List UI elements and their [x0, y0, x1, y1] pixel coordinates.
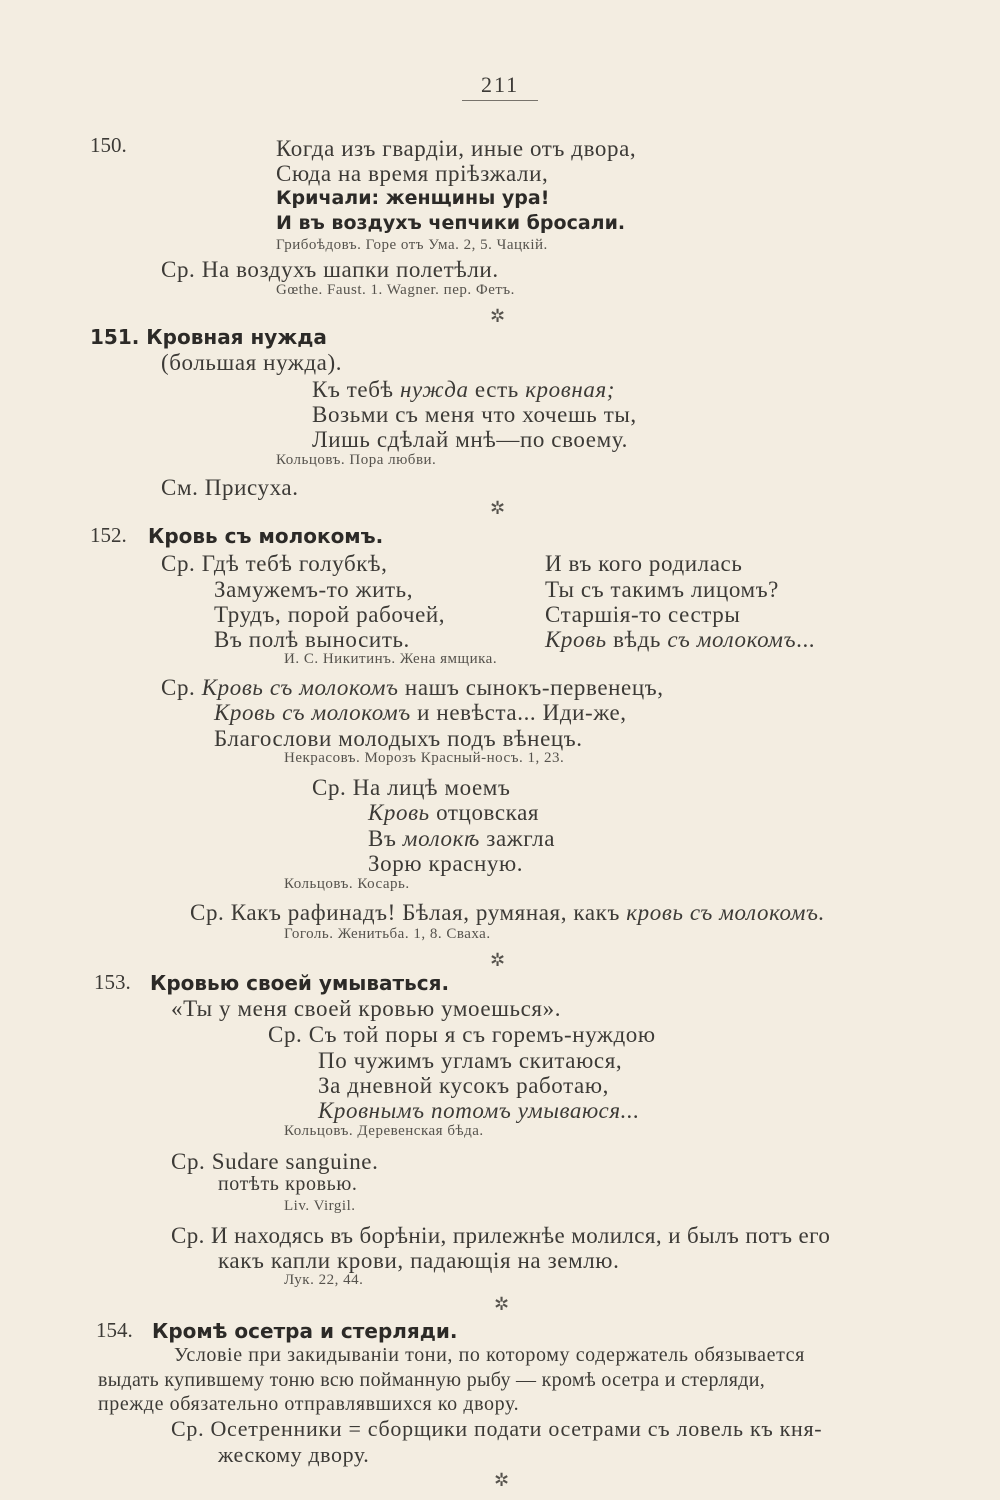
separator-asterism: ✲ [494, 1294, 510, 1315]
verse-line: Возьми съ меня что хочешь ты, [312, 402, 637, 427]
entry-heading: Кромѣ осетра и стерляди. [152, 1319, 458, 1343]
translation: потѣть кровью. [218, 1173, 358, 1195]
verse-line: Въ молокѣ зажгла [368, 826, 556, 851]
cross-reference: Ср. Какъ рафинадъ! Бѣлая, румяная, какъ кровь съ молокомъ. [190, 900, 825, 925]
verse-line: Сюда на время пріѣзжали, [276, 161, 549, 186]
cross-reference: Ср. Осетренники = сборщики подати осетрами съ ловель къ кня- [171, 1416, 823, 1441]
paragraph-line: прежде обязательно отправлявшихся ко двору. [98, 1393, 520, 1415]
entry-heading: Кровь съ молокомъ. [148, 524, 384, 548]
entry-number: 153. [94, 970, 131, 994]
source-citation: Гоголь. Женитьба. 1, 8. Сваха. [284, 926, 491, 942]
verse-right: Кровь вѣдь съ молокомъ... [545, 627, 816, 652]
separator-asterism: ✲ [494, 1470, 510, 1491]
verse-line: Благослови молодыхъ подъ вѣнецъ. [214, 726, 583, 751]
verse-line: Зорю красную. [368, 851, 524, 876]
verse-line: Кровь отцовская [368, 800, 540, 825]
verse-line: Кровь съ молокомъ и невѣста... Иди-же, [214, 700, 627, 725]
verse-line: Кровнымъ потомъ умываюся... [318, 1098, 640, 1123]
verse-right: Ты съ такимъ лицомъ? [545, 577, 779, 602]
source-citation: Gœthe. Faust. 1. Wagner. пер. Фетъ. [276, 282, 515, 298]
verse-line-bold: И въ воздухъ чепчики бросали. [276, 212, 626, 234]
verse-left: Ср. Гдѣ тебѣ голубкѣ, [161, 551, 388, 576]
cross-reference-cont: какъ капли крови, падающія на землю. [218, 1248, 620, 1273]
verse-line: По чужимъ угламъ скитаюся, [318, 1048, 623, 1073]
verse-line-bold: Кричали: женщины ура! [276, 187, 550, 209]
entry-heading: 151. Кровная нужда [90, 325, 327, 349]
source-citation: И. С. Никитинъ. Жена ямщика. [284, 651, 498, 667]
separator-asterism: ✲ [490, 498, 506, 519]
cross-reference: Ср. И находясь въ борѣніи, прилежнѣе молился, и былъ потъ его [171, 1223, 831, 1248]
cross-reference: Ср. На лицѣ моемъ [312, 775, 511, 800]
source-citation: Кольцовъ. Косарь. [284, 876, 410, 892]
entry-number: 152. [90, 523, 127, 547]
entry-number: 150. [90, 133, 127, 157]
cross-reference: Ср. Sudare sanguine. [171, 1149, 379, 1174]
source-citation: Кольцовъ. Пора любви. [276, 452, 437, 468]
page-number: 211 [481, 72, 520, 97]
verse-right: И въ кого родилась [545, 551, 743, 576]
definition: «Ты у меня своей кровью умоешься». [171, 996, 562, 1021]
verse-line: Когда изъ гвардіи, иные отъ двора, [276, 136, 637, 161]
verse-line: Къ тебѣ нужда есть кровная; [312, 377, 616, 402]
entry-heading: Кровью своей умываться. [150, 971, 450, 995]
separator-asterism: ✲ [490, 950, 506, 971]
cross-reference: Ср. На воздухъ шапки полетѣли. [161, 257, 499, 282]
source-citation: Лук. 22, 44. [284, 1272, 364, 1288]
verse-left: Въ полѣ выносить. [214, 627, 410, 652]
paragraph-line: Условіе при закидываніи тони, по которому содержатель обязывается [174, 1344, 805, 1366]
verse-left: Замужемъ-то жить, [214, 577, 414, 602]
source-citation: Некрасовъ. Морозъ Красный-носъ. 1, 23. [284, 750, 565, 766]
entry-number: 154. [96, 1318, 133, 1342]
paragraph-line: выдать купившему тоню всю пойманную рыбу — кромѣ осетра и стерляди, [98, 1369, 766, 1391]
header-rule [462, 100, 538, 101]
source-citation: Liv. Virgil. [284, 1198, 356, 1214]
see-also: См. Присуха. [161, 475, 299, 500]
cross-reference-cont: жескому двору. [218, 1442, 370, 1467]
cross-reference: Ср. Съ той поры я съ горемъ-нуждою [268, 1022, 656, 1047]
cross-reference: Ср. Кровь съ молокомъ нашъ сынокъ-первенецъ, [161, 675, 664, 700]
verse-line: Лишь сдѣлай мнѣ—по своему. [312, 427, 628, 452]
verse-right: Старшія-то сестры [545, 602, 741, 627]
source-citation: Грибоѣдовъ. Горе отъ Ума. 2, 5. Чацкій. [276, 237, 548, 253]
separator-asterism: ✲ [490, 306, 506, 327]
verse-left: Трудъ, порой рабочей, [214, 602, 446, 627]
definition: (большая нужда). [161, 350, 343, 375]
source-citation: Кольцовъ. Деревенская бѣда. [284, 1123, 484, 1139]
verse-line: За дневной кусокъ работаю, [318, 1073, 609, 1098]
